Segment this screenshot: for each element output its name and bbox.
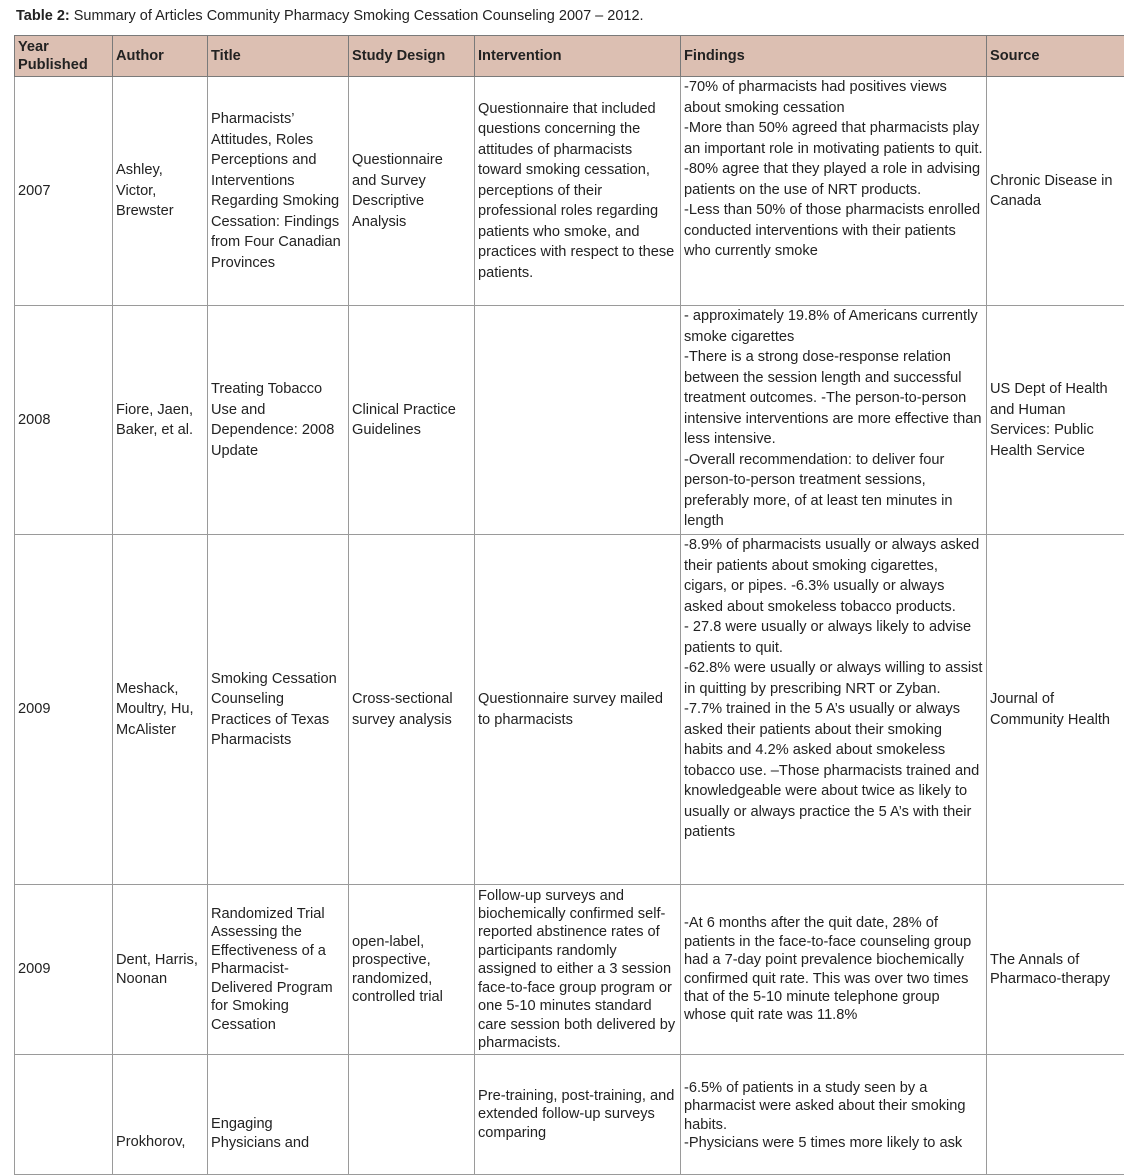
cell-year: 2008 — [15, 306, 113, 535]
table-caption — [16, 8, 644, 24]
table-row — [15, 885, 1124, 1055]
cell-year — [15, 1055, 113, 1175]
table-row — [15, 535, 1124, 885]
finding-item: -Overall recommendation: to deliver four person-to-person treatment sessions, preferably more, of at least ten minutes in length — [684, 450, 983, 532]
cell-study-design: Clinical Practice Guidelines — [349, 306, 475, 535]
cell-title: Randomized Trial Assessing the Effectiveness of a Pharmacist-Delivered Program for Smoking Cessation — [208, 885, 349, 1055]
finding-item: - approximately 19.8% of Americans currently smoke cigarettes — [684, 306, 983, 347]
cell-findings — [681, 535, 987, 885]
cell-intervention — [475, 306, 681, 535]
table-row — [15, 306, 1124, 535]
table-row — [15, 1055, 1124, 1175]
header-title: Title — [208, 36, 349, 77]
cell-year: 2007 — [15, 77, 113, 306]
cell-title: Engaging Physicians and — [208, 1055, 349, 1175]
header-findings: Findings — [681, 36, 987, 77]
finding-item: -Physicians were 5 times more likely to ask — [684, 1134, 983, 1152]
finding-item: -More than 50% agreed that pharmacists play an important role in motivating patients to quit. — [684, 118, 983, 159]
cell-title: Smoking Cessation Counseling Practices of Texas Pharmacists — [208, 535, 349, 885]
summary-table — [14, 35, 1124, 1175]
cell-title: Treating Tobacco Use and Dependence: 2008 Update — [208, 306, 349, 535]
cell-intervention: Questionnaire that included questions concerning the attitudes of pharmacists toward smoking cessation, perceptions of their professional roles regarding patients who smoke, and practices with respect to these patients. — [475, 77, 681, 306]
cell-source — [987, 1055, 1124, 1175]
finding-item: -62.8% were usually or always willing to assist in quitting by prescribing NRT or Zyban. — [684, 658, 983, 699]
cell-author: Prokhorov, — [113, 1055, 208, 1175]
cell-study-design: Cross-sectional survey analysis — [349, 535, 475, 885]
cell-findings — [681, 77, 987, 306]
finding-item: -Less than 50% of those pharmacists enrolled conducted interventions with their patients who currently smoke — [684, 200, 983, 262]
header-study-design: Study Design — [349, 36, 475, 77]
table-header-row — [15, 36, 1124, 77]
cell-intervention: Pre-training, post-training, and extended follow-up surveys comparing — [475, 1055, 681, 1175]
finding-item: - 27.8 were usually or always likely to advise patients to quit. — [684, 617, 983, 658]
cell-study-design: open-label, prospective, randomized, controlled trial — [349, 885, 475, 1055]
cell-author: Ashley, Victor, Brewster — [113, 77, 208, 306]
header-intervention: Intervention — [475, 36, 681, 77]
cell-year: 2009 — [15, 885, 113, 1055]
cell-findings — [681, 1055, 987, 1175]
header-source: Source — [987, 36, 1124, 77]
cell-author: Dent, Harris, Noonan — [113, 885, 208, 1055]
cell-intervention: Follow-up surveys and biochemically confirmed self-reported abstinence rates of participants randomly assigned to either a 3 session face-to-face group program or one 5-10 minutes standard care session both delivered by pharmacists. — [475, 885, 681, 1055]
cell-author: Meshack, Moultry, Hu, McAlister — [113, 535, 208, 885]
finding-item: -At 6 months after the quit date, 28% of patients in the face-to-face counseling group had a 7-day point prevalence biochemically confirmed quit rate. This was over two times that of the 5-10 minute telephone group whose quit rate was 11.8% — [684, 914, 983, 1024]
table-row — [15, 77, 1124, 306]
header-year: Year Published — [15, 36, 113, 77]
cell-findings — [681, 885, 987, 1055]
table-caption-label: Table 2: — [16, 8, 70, 24]
header-author: Author — [113, 36, 208, 77]
cell-source: Chronic Disease in Canada — [987, 77, 1124, 306]
cell-source: US Dept of Health and Human Services: Public Health Service — [987, 306, 1124, 535]
finding-item: -8.9% of pharmacists usually or always asked their patients about smoking cigarettes, cigars, or pipes. -6.3% usually or always asked about smokeless tobacco products. — [684, 535, 983, 617]
finding-item: -6.5% of patients in a study seen by a pharmacist were asked about their smoking habits. — [684, 1079, 983, 1134]
table-caption-text: Summary of Articles Community Pharmacy Smoking Cessation Counseling 2007 – 2012. — [70, 8, 644, 24]
cell-study-design — [349, 1055, 475, 1175]
finding-item: -80% agree that they played a role in advising patients on the use of NRT products. — [684, 159, 983, 200]
finding-item: -70% of pharmacists had positives views about smoking cessation — [684, 77, 983, 118]
cell-intervention: Questionnaire survey mailed to pharmacists — [475, 535, 681, 885]
cell-source: The Annals of Pharmaco-therapy — [987, 885, 1124, 1055]
finding-item: -7.7% trained in the 5 A’s usually or always asked their patients about their smoking habits and 4.2% asked about smokeless tobacco use. –Those pharmacists trained and knowledgeable were about twice as likely to usually or always practice the 5 A’s with their patients — [684, 699, 983, 843]
cell-year: 2009 — [15, 535, 113, 885]
cell-title: Pharmacists’ Attitudes, Roles Perceptions and Interventions Regarding Smoking Cessation: Findings from Four Canadian Provinces — [208, 77, 349, 306]
cell-findings — [681, 306, 987, 535]
cell-study-design: Questionnaire and Survey Descriptive Analysis — [349, 77, 475, 306]
finding-item: -There is a strong dose-response relation between the session length and successful treatment outcomes. -The person-to-person intensive interventions are more effective than less intensive. — [684, 347, 983, 450]
cell-author: Fiore, Jaen, Baker, et al. — [113, 306, 208, 535]
cell-source: Journal of Community Health — [987, 535, 1124, 885]
